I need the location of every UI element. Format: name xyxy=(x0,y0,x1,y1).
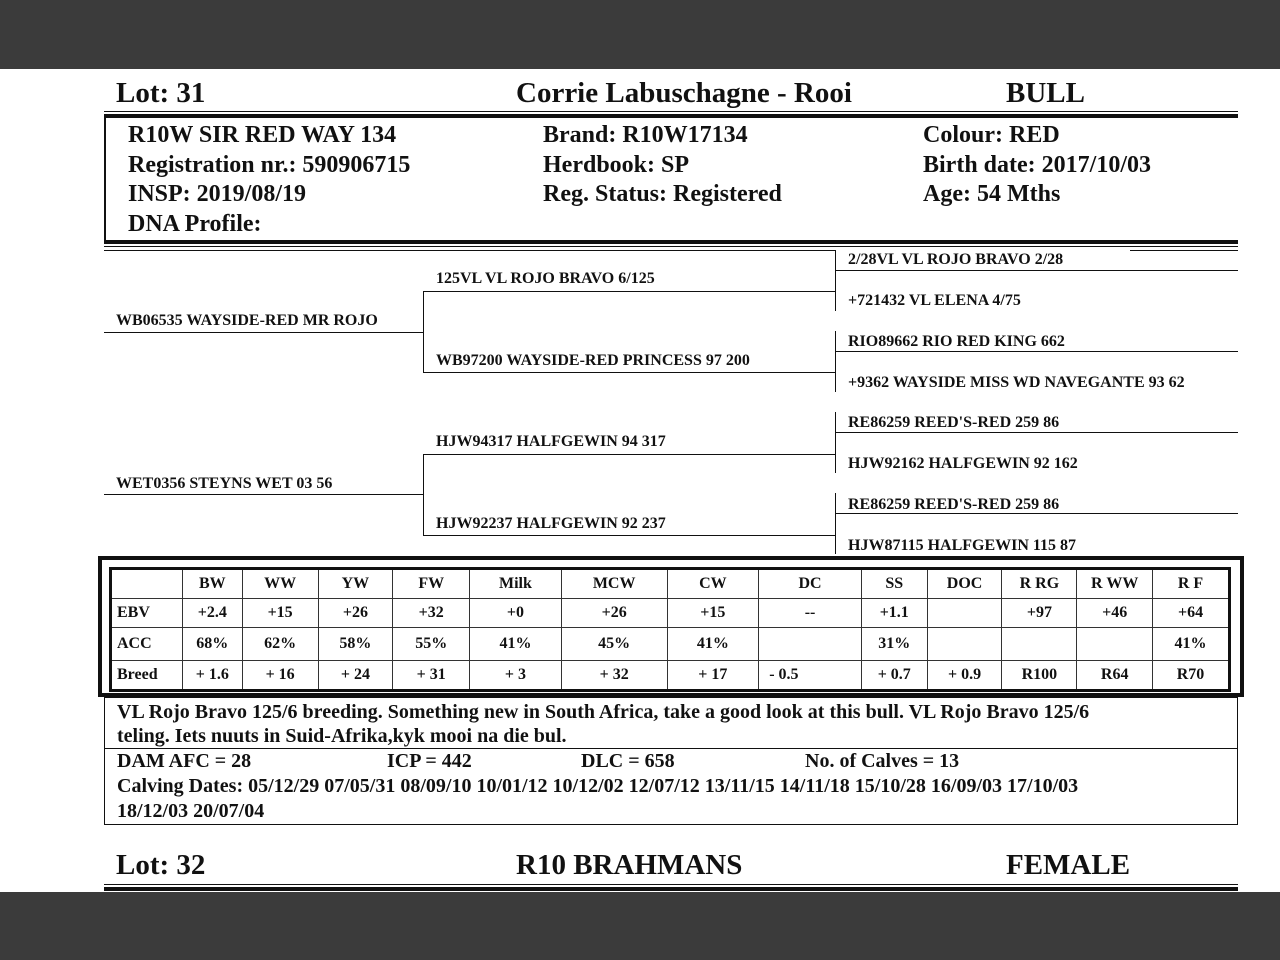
pedigree-sire-dam: WB97200 WAYSIDE-RED PRINCESS 97 200 xyxy=(436,352,750,369)
table-cell: + 1.6 xyxy=(182,661,242,691)
dlc: DLC = 658 xyxy=(581,750,675,772)
pedigree-sire: WB06535 WAYSIDE-RED MR ROJO xyxy=(116,312,378,329)
table-cell xyxy=(927,628,1002,661)
table-cell: +2.4 xyxy=(182,599,242,628)
table-cell xyxy=(927,599,1002,628)
pedigree-gg-1: 2/28VL VL ROJO BRAVO 2/28 xyxy=(848,251,1064,268)
table-cell: +32 xyxy=(393,599,470,628)
table-cell: +26 xyxy=(318,599,393,628)
pedigree-gg-5: RE86259 REED'S-RED 259 86 xyxy=(848,414,1060,431)
pedigree-sire-sire: 125VL VL ROJO BRAVO 6/125 xyxy=(436,270,655,287)
table-cell: + 32 xyxy=(561,661,667,691)
remarks-line-2: teling. Iets nuuts in Suid-Afrika,kyk mooi na die bul. xyxy=(117,725,567,747)
header-r-f: R F xyxy=(1153,569,1230,599)
table-cell: 55% xyxy=(393,628,470,661)
table-cell: 31% xyxy=(861,628,927,661)
table-cell: + 24 xyxy=(318,661,393,691)
table-cell: -- xyxy=(759,599,862,628)
row-label: ACC xyxy=(111,628,183,661)
row-label: EBV xyxy=(111,599,183,628)
birth-date: Birth date: 2017/10/03 xyxy=(923,152,1151,178)
header-r-ww: R WW xyxy=(1077,569,1153,599)
table-cell: +46 xyxy=(1077,599,1153,628)
lot-32-header xyxy=(104,841,1238,885)
table-cell: R70 xyxy=(1153,661,1230,691)
pedigree-dam-dam: HJW92237 HALFGEWIN 92 237 xyxy=(436,515,666,532)
table-cell: +15 xyxy=(242,599,318,628)
lot-number: Lot: 31 xyxy=(116,77,206,109)
table-cell: + 17 xyxy=(667,661,759,691)
table-cell: R100 xyxy=(1002,661,1077,691)
row-label: Breed xyxy=(111,661,183,691)
table-cell: +97 xyxy=(1002,599,1077,628)
header-doc: DOC xyxy=(927,569,1002,599)
calving-dates-line-2: 18/12/03 20/07/04 xyxy=(117,800,265,822)
lot-number: Lot: 32 xyxy=(116,849,206,881)
animal-sex: BULL xyxy=(1006,77,1085,109)
performance-header-row xyxy=(111,569,1230,599)
breed-row xyxy=(111,661,1230,691)
remarks-box xyxy=(104,697,1238,825)
header-milk: Milk xyxy=(470,569,562,599)
number-of-calves: No. of Calves = 13 xyxy=(805,750,960,772)
table-cell: +26 xyxy=(561,599,667,628)
table-cell: 41% xyxy=(667,628,759,661)
registration-number: Registration nr.: 590906715 xyxy=(128,152,411,178)
brand: Brand: R10W17134 xyxy=(543,122,748,148)
pedigree-gg-3: RIO89662 RIO RED KING 662 xyxy=(848,333,1065,350)
breeder-name: Corrie Labuschagne - Rooi xyxy=(516,77,852,109)
dna-profile: DNA Profile: xyxy=(128,211,262,237)
breeder-name: R10 BRAHMANS xyxy=(516,849,743,881)
header-fw: FW xyxy=(393,569,470,599)
table-cell: 45% xyxy=(561,628,667,661)
pedigree-gg-7: RE86259 REED'S-RED 259 86 xyxy=(848,496,1060,513)
herdbook: Herdbook: SP xyxy=(543,152,690,178)
table-cell xyxy=(1002,628,1077,661)
age: Age: 54 Mths xyxy=(923,181,1061,207)
table-cell: + 0.9 xyxy=(927,661,1002,691)
table-cell xyxy=(759,628,862,661)
header-dc: DC xyxy=(759,569,862,599)
registration-status: Reg. Status: Registered xyxy=(543,181,782,207)
table-cell: + 0.7 xyxy=(861,661,927,691)
acc-row xyxy=(111,628,1230,661)
table-cell: +0 xyxy=(470,599,562,628)
header-mcw: MCW xyxy=(561,569,667,599)
header-ss: SS xyxy=(861,569,927,599)
icp: ICP = 442 xyxy=(387,750,472,772)
performance-table-frame xyxy=(98,556,1244,697)
table-cell: +15 xyxy=(667,599,759,628)
table-cell xyxy=(1077,628,1153,661)
colour: Colour: RED xyxy=(923,122,1060,148)
header-yw: YW xyxy=(318,569,393,599)
header-cell xyxy=(111,569,183,599)
dam-afc: DAM AFC = 28 xyxy=(117,750,252,772)
table-cell: - 0.5 xyxy=(759,661,862,691)
header-bw: BW xyxy=(182,569,242,599)
inspection-date: INSP: 2019/08/19 xyxy=(128,181,307,207)
pedigree-gg-8: HJW87115 HALFGEWIN 115 87 xyxy=(848,537,1077,554)
header-r-rg: R RG xyxy=(1002,569,1077,599)
ebv-row xyxy=(111,599,1230,628)
pedigree-gg-2: +721432 VL ELENA 4/75 xyxy=(848,292,1021,309)
table-cell: + 16 xyxy=(242,661,318,691)
bottom-dark-bar xyxy=(0,892,1280,960)
table-cell: 41% xyxy=(470,628,562,661)
pedigree-dam-sire: HJW94317 HALFGEWIN 94 317 xyxy=(436,433,666,450)
header-ww: WW xyxy=(242,569,318,599)
table-cell: + 31 xyxy=(393,661,470,691)
pedigree-gg-6: HJW92162 HALFGEWIN 92 162 xyxy=(848,455,1078,472)
table-cell: + 3 xyxy=(470,661,562,691)
table-cell: +1.1 xyxy=(861,599,927,628)
table-cell: R64 xyxy=(1077,661,1153,691)
table-cell: +64 xyxy=(1153,599,1230,628)
table-cell: 41% xyxy=(1153,628,1230,661)
performance-table xyxy=(109,567,1231,692)
table-cell: 58% xyxy=(318,628,393,661)
pedigree-dam: WET0356 STEYNS WET 03 56 xyxy=(116,475,333,492)
pedigree-gg-4: +9362 WAYSIDE MISS WD NAVEGANTE 93 62 xyxy=(848,374,1185,391)
animal-name: R10W SIR RED WAY 134 xyxy=(128,122,397,148)
calving-dates-line-1: Calving Dates: 05/12/29 07/05/31 08/09/10 10/01/12 10/12/02 12/07/12 13/11/15 14/11/18 15/10/28 16/09/03 17/10/03 xyxy=(117,775,1079,797)
table-cell: 68% xyxy=(182,628,242,661)
table-cell: 62% xyxy=(242,628,318,661)
header-cw: CW xyxy=(667,569,759,599)
remarks-line-1: VL Rojo Bravo 125/6 breeding. Something new in South Africa, take a good look at this bull. VL Rojo Bravo 125/6 xyxy=(117,701,1090,723)
animal-sex: FEMALE xyxy=(1006,849,1131,881)
